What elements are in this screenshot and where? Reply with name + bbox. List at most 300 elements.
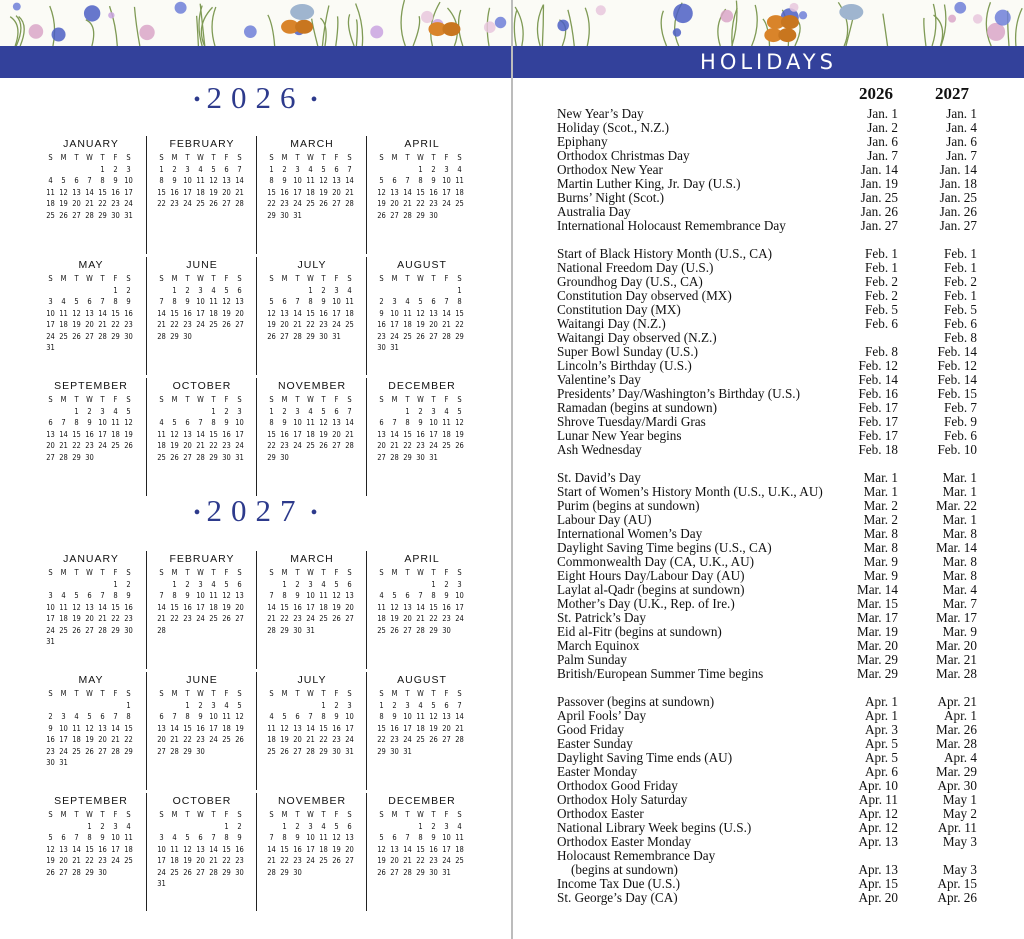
weekday-label: T — [211, 153, 216, 162]
day-cell: 1 — [74, 406, 79, 416]
holiday-date-2027: Mar. 21 — [935, 652, 977, 667]
day-cell: 7 — [172, 712, 177, 721]
day-cell: 1 — [431, 579, 436, 589]
weekday-label: T — [211, 395, 216, 404]
holiday-row — [557, 877, 987, 891]
holiday-row — [557, 191, 987, 205]
day-cell: 16 — [222, 429, 231, 439]
day-cell: 3 — [126, 164, 131, 174]
day-cell: 18 — [345, 308, 354, 318]
month-september — [36, 378, 146, 496]
holiday-row — [557, 667, 987, 681]
weekday-label: T — [405, 274, 410, 283]
month-december — [366, 378, 477, 496]
day-cell: 13 — [332, 418, 341, 427]
month-august — [366, 257, 477, 375]
day-cell: 19 — [183, 856, 192, 865]
day-cell: 4 — [321, 579, 326, 589]
day-cell: 10 — [209, 712, 218, 721]
day-cell: 29 — [267, 452, 276, 462]
holiday-row — [557, 443, 987, 457]
month-august — [366, 672, 477, 790]
day-cell: 30 — [319, 331, 328, 341]
day-cell: 29 — [306, 331, 315, 341]
holiday-row — [557, 583, 987, 597]
holiday-date-2027: Mar. 1 — [942, 470, 977, 485]
holiday-row — [557, 765, 987, 779]
weekday-label: S — [237, 810, 242, 819]
day-cell: 16 — [46, 735, 55, 744]
holiday-name: Passover (begins at sundown) — [557, 694, 715, 709]
day-cell: 13 — [85, 308, 94, 318]
day-cell: 10 — [196, 297, 205, 306]
day-cell: 5 — [392, 591, 397, 600]
day-cell: 10 — [157, 844, 166, 854]
day-cell: 23 — [235, 856, 244, 865]
weekday-label: M — [60, 689, 67, 698]
day-cell: 13 — [280, 308, 289, 318]
weekday-label: W — [417, 153, 424, 162]
holiday-name: International Holocaust Remembrance Day — [557, 218, 786, 233]
day-cell: 30 — [416, 452, 425, 462]
day-cell: 22 — [416, 199, 425, 208]
holiday-date-2027: Jan. 14 — [939, 162, 977, 177]
holiday-date-2027: May 1 — [942, 792, 977, 807]
day-cell: 3 — [392, 297, 397, 306]
day-cell: 1 — [87, 821, 92, 831]
weekday-label: W — [86, 274, 93, 283]
day-cell: 4 — [444, 406, 449, 416]
day-cell: 8 — [431, 591, 436, 600]
day-cell: 13 — [72, 187, 81, 197]
day-cell: 27 — [157, 746, 166, 756]
day-cell: 7 — [418, 591, 423, 600]
day-cell: 7 — [61, 418, 66, 427]
weekday-label: F — [334, 810, 339, 819]
day-cell: 30 — [235, 867, 244, 877]
month-days — [265, 273, 367, 342]
day-cell: 28 — [209, 867, 218, 877]
holiday-date-2027: Apr. 11 — [937, 820, 977, 835]
day-cell: 19 — [72, 614, 81, 623]
day-cell: 14 — [345, 176, 354, 185]
day-cell: 24 — [209, 735, 218, 744]
day-cell: 6 — [237, 285, 242, 295]
day-cell: 16 — [429, 844, 438, 854]
day-cell: 24 — [345, 735, 354, 744]
weekday-label: T — [185, 568, 190, 577]
day-cell: 25 — [209, 614, 218, 623]
holiday-date-2027: Apr. 1 — [944, 708, 977, 723]
day-cell: 21 — [442, 320, 451, 329]
day-cell: 6 — [347, 821, 352, 831]
holiday-date-2027: Jan. 26 — [939, 204, 977, 219]
day-cell: 1 — [418, 821, 423, 831]
holiday-name: Orthodox Christmas Day — [557, 148, 690, 163]
holiday-name: Labour Day (AU) — [557, 512, 652, 527]
day-cell: 14 — [455, 712, 464, 721]
day-cell: 11 — [59, 602, 68, 612]
day-cell: 26 — [124, 441, 133, 450]
day-cell: 3 — [444, 164, 449, 174]
weekday-label: S — [237, 689, 242, 698]
day-cell: 26 — [377, 210, 386, 220]
day-cell: 6 — [334, 406, 339, 416]
day-cell: 30 — [124, 331, 133, 341]
day-cell: 20 — [157, 735, 166, 744]
day-cell: 16 — [280, 429, 289, 439]
floral-banner-left — [0, 0, 511, 46]
day-cell: 25 — [442, 441, 451, 450]
weekday-label: T — [211, 689, 216, 698]
day-cell: 24 — [455, 614, 464, 623]
day-cell: 8 — [282, 591, 287, 600]
month-name: AUGUST — [397, 674, 447, 686]
holiday-name: Eid al-Fitr (begins at sundown) — [557, 624, 722, 639]
weekday-label: M — [281, 274, 288, 283]
day-cell: 13 — [46, 429, 55, 439]
day-cell: 28 — [98, 331, 107, 341]
holiday-date-2026: Jan. 26 — [860, 204, 898, 219]
weekday-label: T — [74, 274, 79, 283]
day-cell: 1 — [308, 285, 313, 295]
weekday-label: W — [307, 568, 314, 577]
day-cell: 14 — [209, 844, 218, 854]
month-name: MARCH — [290, 138, 334, 150]
day-cell: 8 — [185, 712, 190, 721]
day-cell: 16 — [416, 429, 425, 439]
day-cell: 8 — [87, 833, 92, 842]
day-cell: 20 — [332, 187, 341, 197]
day-cell: 11 — [111, 418, 120, 427]
month-name: AUGUST — [397, 259, 447, 271]
day-cell: 9 — [334, 712, 339, 721]
holiday-date-2026: Mar. 9 — [863, 554, 898, 569]
holiday-row — [557, 751, 987, 765]
day-cell: 28 — [235, 199, 244, 208]
day-cell: 6 — [100, 712, 105, 721]
day-cell: 31 — [306, 625, 315, 635]
month-days — [44, 152, 146, 221]
weekday-label: W — [417, 395, 424, 404]
holiday-date-2027: May 3 — [942, 834, 977, 849]
day-cell: 18 — [455, 187, 464, 197]
day-cell: 6 — [61, 833, 66, 842]
month-days — [44, 809, 146, 878]
day-cell: 8 — [308, 297, 313, 306]
day-cell: 27 — [72, 210, 81, 220]
day-cell: 6 — [185, 418, 190, 427]
holiday-date-2026: Mar. 29 — [856, 666, 898, 681]
day-cell: 2 — [444, 579, 449, 589]
day-cell: 17 — [46, 614, 55, 623]
day-cell: 26 — [319, 199, 328, 208]
day-cell: 3 — [405, 700, 410, 710]
holiday-row — [557, 639, 987, 653]
day-cell: 24 — [442, 856, 451, 865]
day-cell: 12 — [46, 844, 55, 854]
day-cell: 15 — [72, 429, 81, 439]
day-cell: 4 — [457, 164, 462, 174]
day-cell: 9 — [431, 833, 436, 842]
day-cell: 14 — [235, 176, 244, 185]
day-cell: 9 — [295, 833, 300, 842]
month-name: APRIL — [404, 138, 440, 150]
day-cell: 3 — [185, 164, 190, 174]
day-cell: 13 — [345, 591, 354, 600]
day-cell: 16 — [183, 308, 192, 318]
day-cell: 19 — [235, 723, 244, 733]
weekday-label: W — [86, 568, 93, 577]
month-days — [155, 152, 257, 210]
weekday-label: S — [347, 568, 352, 577]
day-cell: 10 — [196, 591, 205, 600]
day-cell: 3 — [308, 821, 313, 831]
day-cell: 8 — [224, 833, 229, 842]
holiday-row — [557, 387, 987, 401]
day-cell: 29 — [280, 625, 289, 635]
day-cell: 18 — [46, 199, 55, 208]
day-cell: 16 — [111, 187, 120, 197]
day-cell: 21 — [59, 441, 68, 450]
weekday-label: M — [60, 274, 67, 283]
day-cell: 5 — [172, 418, 177, 427]
holiday-row — [557, 205, 987, 219]
day-cell: 5 — [74, 297, 79, 306]
weekday-label: T — [405, 153, 410, 162]
day-cell: 13 — [235, 591, 244, 600]
month-days — [375, 152, 477, 221]
weekday-label: F — [113, 274, 118, 283]
day-cell: 15 — [280, 844, 289, 854]
day-cell: 18 — [124, 844, 133, 854]
holiday-date-2026: Feb. 17 — [858, 428, 898, 443]
day-cell: 6 — [392, 833, 397, 842]
holiday-row — [557, 429, 987, 443]
day-cell: 23 — [222, 441, 231, 450]
day-cell: 30 — [85, 452, 94, 462]
holiday-date-2027: Jan. 4 — [946, 120, 977, 135]
day-cell: 26 — [222, 320, 231, 329]
day-cell: 5 — [334, 821, 339, 831]
day-cell: 20 — [332, 429, 341, 439]
weekday-label: M — [391, 274, 398, 283]
day-cell: 11 — [59, 308, 68, 318]
month-name: SEPTEMBER — [54, 380, 128, 392]
weekday-label: F — [444, 395, 449, 404]
holiday-date-2027: Jan. 1 — [946, 106, 977, 121]
day-cell: 30 — [377, 343, 386, 352]
day-cell: 23 — [280, 199, 289, 208]
day-cell: 9 — [185, 591, 190, 600]
day-cell: 19 — [332, 602, 341, 612]
day-cell: 26 — [332, 614, 341, 623]
weekday-label: W — [86, 153, 93, 162]
weekday-label: S — [159, 689, 164, 698]
weekday-label: S — [159, 810, 164, 819]
holiday-date-2026: Apr. 3 — [865, 722, 898, 737]
holiday-date-2027: Mar. 14 — [935, 540, 977, 555]
holiday-name: Income Tax Due (U.S.) — [557, 876, 680, 891]
day-cell: 2 — [126, 579, 131, 589]
day-cell: 23 — [377, 331, 386, 341]
day-cell: 16 — [293, 844, 302, 854]
holiday-name: Valentine’s Day — [557, 372, 641, 387]
weekday-label: S — [237, 274, 242, 283]
day-cell: 15 — [429, 602, 438, 612]
day-cell: 25 — [377, 625, 386, 635]
day-cell: 1 — [185, 700, 190, 710]
day-cell: 10 — [59, 723, 68, 733]
holiday-date-2026: Feb. 6 — [865, 316, 898, 331]
day-cell: 31 — [345, 746, 354, 756]
day-cell: 12 — [235, 712, 244, 721]
day-cell: 22 — [170, 320, 179, 329]
month-name: MAY — [78, 674, 104, 686]
day-cell: 5 — [61, 176, 66, 185]
weekday-label: T — [295, 689, 300, 698]
day-cell: 11 — [170, 844, 179, 854]
day-cell: 21 — [235, 187, 244, 197]
weekday-label: T — [321, 568, 326, 577]
weekday-label: T — [100, 568, 105, 577]
holiday-date-2027: Jan. 6 — [946, 134, 977, 149]
day-cell: 25 — [209, 320, 218, 329]
weekday-label: T — [100, 153, 105, 162]
weekday-label: S — [237, 395, 242, 404]
day-cell: 4 — [113, 406, 118, 416]
day-cell: 14 — [267, 602, 276, 612]
day-cell: 22 — [124, 735, 133, 744]
day-cell: 30 — [280, 452, 289, 462]
day-cell: 30 — [442, 625, 451, 635]
day-cell: 4 — [61, 591, 66, 600]
holiday-date-2027: Mar. 9 — [942, 624, 977, 639]
weekday-label: W — [197, 810, 204, 819]
month-may — [36, 257, 146, 375]
day-cell: 30 — [196, 746, 205, 756]
day-cell: 8 — [457, 297, 462, 306]
day-cell: 27 — [390, 867, 399, 877]
weekday-label: T — [211, 568, 216, 577]
day-cell: 20 — [280, 320, 289, 329]
holiday-name: Constitution Day (MX) — [557, 302, 681, 317]
weekday-label: S — [347, 395, 352, 404]
day-cell: 6 — [87, 591, 92, 600]
weekday-label: T — [100, 689, 105, 698]
day-cell: 20 — [98, 735, 107, 744]
day-cell: 12 — [319, 176, 328, 185]
holiday-row — [557, 289, 987, 303]
day-cell: 16 — [196, 723, 205, 733]
day-cell: 29 — [111, 625, 120, 635]
holiday-date-2026: Apr. 5 — [865, 750, 898, 765]
day-cell: 27 — [345, 856, 354, 865]
weekday-label: W — [197, 395, 204, 404]
day-cell: 18 — [403, 320, 412, 329]
holiday-row — [557, 401, 987, 415]
holiday-date-2026: Mar. 15 — [856, 596, 898, 611]
day-cell: 26 — [85, 746, 94, 756]
day-cell: 18 — [157, 441, 166, 450]
day-cell: 10 — [306, 591, 315, 600]
day-cell: 28 — [442, 331, 451, 341]
day-cell: 2 — [295, 821, 300, 831]
day-cell: 3 — [295, 406, 300, 416]
holiday-date-2026: Jan. 14 — [860, 162, 898, 177]
day-cell: 25 — [306, 441, 315, 450]
day-cell: 22 — [455, 320, 464, 329]
day-cell: 18 — [59, 320, 68, 329]
day-cell: 12 — [332, 591, 341, 600]
day-cell: 28 — [416, 625, 425, 635]
day-cell: 12 — [85, 723, 94, 733]
day-cell: 25 — [124, 856, 133, 865]
day-cell: 4 — [379, 591, 384, 600]
day-cell: 28 — [403, 210, 412, 220]
month-october — [146, 793, 257, 911]
day-cell: 20 — [293, 735, 302, 744]
day-cell: 11 — [124, 833, 133, 842]
holiday-name: British/European Summer Time begins — [557, 666, 764, 681]
day-cell: 15 — [183, 723, 192, 733]
day-cell: 17 — [209, 723, 218, 733]
day-cell: 19 — [429, 723, 438, 733]
holiday-date-2026: Apr. 5 — [865, 736, 898, 751]
day-cell: 10 — [46, 602, 55, 612]
month-name: JANUARY — [63, 553, 119, 565]
holiday-date-2027: Apr. 15 — [937, 876, 977, 891]
day-cell: 5 — [48, 833, 53, 842]
day-cell: 26 — [280, 746, 289, 756]
day-cell: 13 — [293, 723, 302, 733]
day-cell: 12 — [377, 844, 386, 854]
holiday-name: Commonwealth Day (CA, U.K., AU) — [557, 554, 755, 569]
month-december — [366, 793, 477, 911]
day-cell: 9 — [48, 723, 53, 733]
month-name: OCTOBER — [172, 795, 232, 807]
day-cell: 1 — [457, 285, 462, 295]
day-cell: 2 — [295, 579, 300, 589]
day-cell: 15 — [157, 187, 166, 197]
holiday-row — [557, 527, 987, 541]
holiday-date-2026: Apr. 6 — [865, 764, 898, 779]
holiday-row — [557, 359, 987, 373]
holiday-name: Super Bowl Sunday (U.S.) — [557, 344, 699, 359]
weekday-label: W — [417, 689, 424, 698]
weekday-label: S — [269, 568, 274, 577]
day-cell: 8 — [113, 591, 118, 600]
weekday-label: S — [379, 153, 384, 162]
day-cell: 17 — [442, 187, 451, 197]
day-cell: 1 — [113, 285, 118, 295]
holiday-date-2026: Apr. 12 — [858, 820, 898, 835]
day-cell: 4 — [172, 833, 177, 842]
weekday-label: F — [113, 395, 118, 404]
day-cell: 5 — [321, 164, 326, 174]
day-cell: 29 — [377, 746, 386, 756]
weekday-label: T — [295, 274, 300, 283]
day-cell: 7 — [87, 176, 92, 185]
day-cell: 23 — [124, 320, 133, 329]
day-cell: 3 — [308, 579, 313, 589]
day-cell: 10 — [183, 176, 192, 185]
day-cell: 15 — [267, 187, 276, 197]
day-cell: 2 — [321, 285, 326, 295]
day-cell: 24 — [157, 867, 166, 877]
weekday-label: W — [197, 568, 204, 577]
holiday-name: Waitangi Day (N.Z.) — [557, 316, 666, 331]
